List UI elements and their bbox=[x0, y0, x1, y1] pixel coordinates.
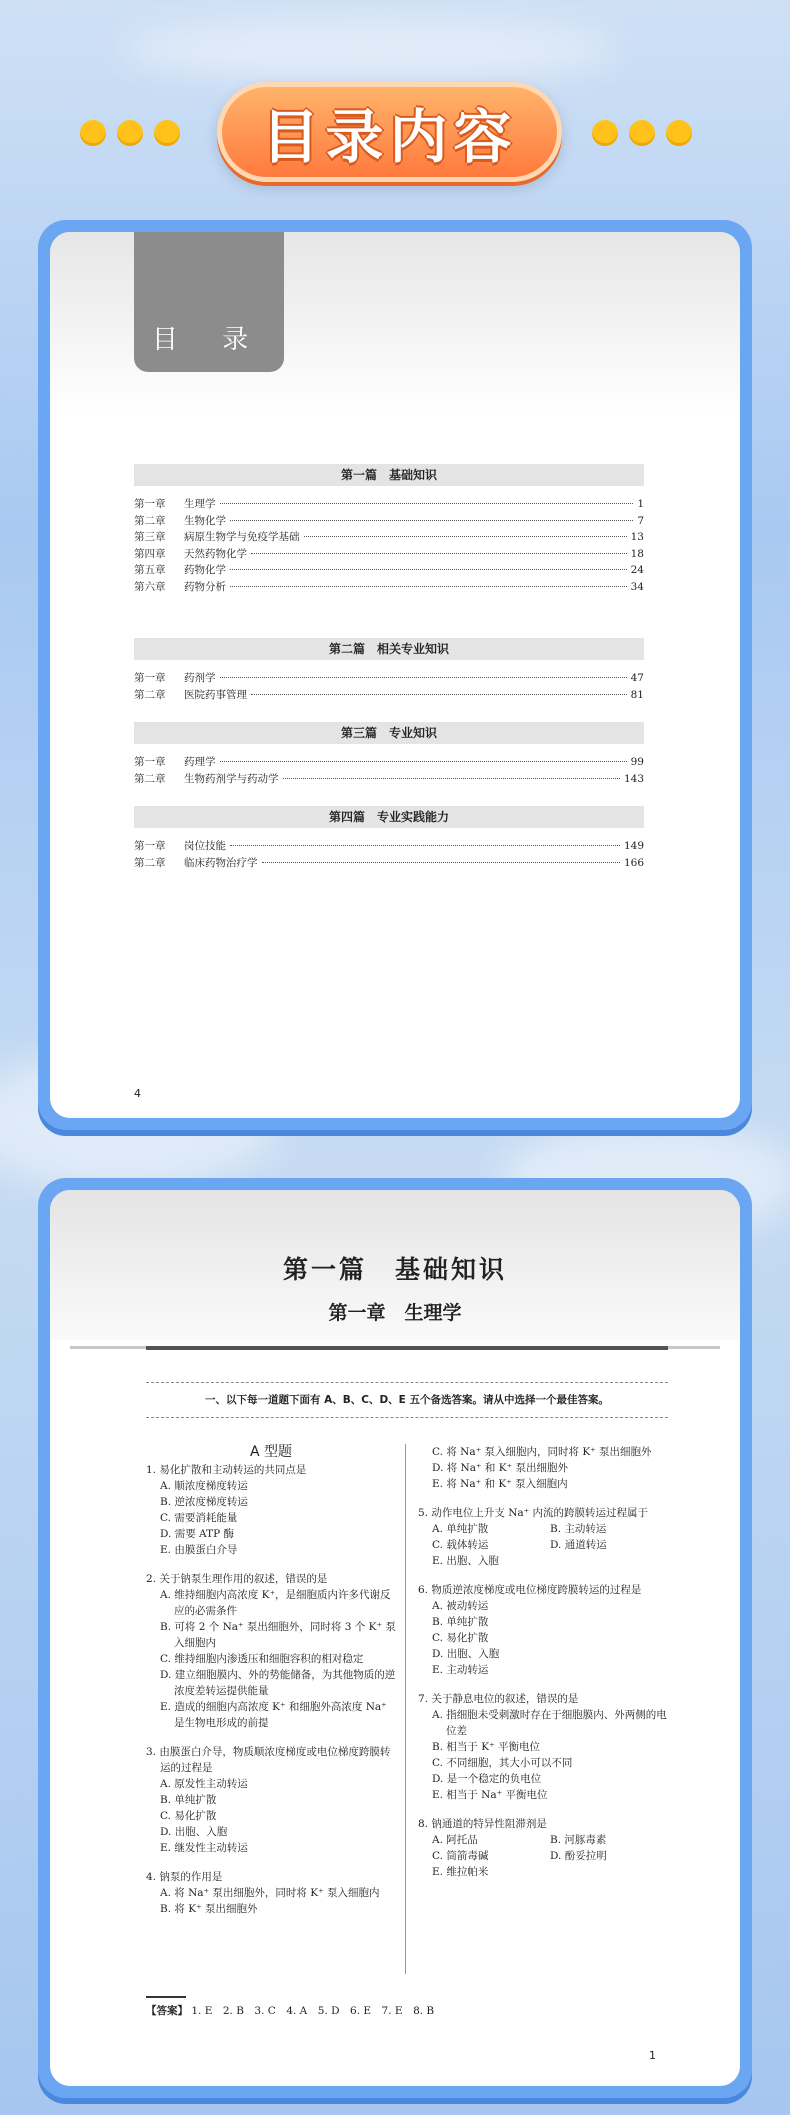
option: D. 需要 ATP 酶 bbox=[160, 1528, 234, 1540]
option: B. 单纯扩散 bbox=[432, 1616, 489, 1628]
option: C. 需要消耗能量 bbox=[160, 1512, 238, 1524]
chapter-number: 第四章 bbox=[134, 547, 166, 560]
option: E. 将 Na⁺ 和 K⁺ 泵入细胞内 bbox=[432, 1478, 568, 1490]
chapter-number: 第一章 bbox=[134, 672, 166, 684]
toc-section bbox=[134, 638, 644, 703]
option: E. 维拉帕米 bbox=[432, 1866, 489, 1878]
toc-section-title: 第二篇 相关专业知识 bbox=[134, 638, 644, 660]
page-number: 4 bbox=[134, 1087, 141, 1100]
chapter-page: 13 bbox=[630, 531, 644, 543]
option: E. 出胞、入胞 bbox=[432, 1555, 499, 1567]
toc-tab bbox=[134, 232, 284, 372]
divider bbox=[146, 1346, 668, 1350]
cloud-decoration bbox=[120, 20, 620, 80]
chapter-page: 7 bbox=[637, 514, 644, 527]
toc-entry[interactable] bbox=[134, 546, 644, 563]
option: D. 出胞、入胞 bbox=[160, 1826, 228, 1838]
question bbox=[146, 1571, 396, 1731]
chapter-page: 1 bbox=[637, 498, 644, 510]
question-stem: 7. 关于静息电位的叙述，错误的是 bbox=[418, 1693, 579, 1705]
option: E. 由膜蛋白介导 bbox=[160, 1544, 238, 1556]
chapter-name: 药剂学 bbox=[184, 672, 216, 684]
chapter-number: 第二章 bbox=[134, 856, 166, 869]
option: A. 维持细胞内高浓度 K⁺，是细胞质内许多代谢反应的必需条件 bbox=[160, 1589, 391, 1617]
option: B. 主动转运 bbox=[550, 1523, 607, 1535]
option: B. 将 K⁺ 泵出细胞外 bbox=[160, 1903, 258, 1915]
option: E. 相当于 Na⁺ 平衡电位 bbox=[432, 1789, 548, 1801]
toc-entry[interactable] bbox=[134, 670, 644, 687]
chapter-number: 第三章 bbox=[134, 531, 166, 543]
chapter-name: 病原生物学与免疫学基础 bbox=[184, 531, 300, 543]
option: C. 将 Na⁺ 泵入细胞内，同时将 K⁺ 泵出细胞外 bbox=[432, 1446, 652, 1458]
chapter-number: 第二章 bbox=[134, 688, 166, 701]
option: A. 顺浓度梯度转运 bbox=[160, 1480, 248, 1492]
toc-entry[interactable] bbox=[134, 579, 644, 596]
option: D. 通道转运 bbox=[550, 1539, 607, 1551]
question bbox=[418, 1505, 668, 1569]
toc-section-title: 第一篇 基础知识 bbox=[134, 464, 644, 486]
header-banner bbox=[0, 80, 790, 185]
toc-section bbox=[134, 806, 644, 871]
option: B. 单纯扩散 bbox=[160, 1794, 217, 1806]
option: A. 将 Na⁺ 泵出细胞外，同时将 K⁺ 泵入细胞内 bbox=[160, 1887, 380, 1899]
question-stem: 3. 由膜蛋白介导，物质顺浓度梯度或电位梯度跨膜转运的过程是 bbox=[146, 1746, 391, 1774]
chapter-number: 第二章 bbox=[134, 514, 166, 527]
option: E. 主动转运 bbox=[432, 1664, 489, 1676]
content-card bbox=[38, 1178, 752, 2098]
option: D. 是一个稳定的负电位 bbox=[432, 1773, 542, 1785]
chapter-name: 生物药剂学与药动学 bbox=[184, 772, 279, 785]
option: A. 指细胞未受刺激时存在于细胞膜内、外两侧的电位差 bbox=[432, 1709, 667, 1737]
question bbox=[146, 1462, 396, 1558]
page-number: 1 bbox=[649, 2049, 656, 2062]
chapter-name: 生物化学 bbox=[184, 514, 226, 527]
chapter-page: 34 bbox=[630, 580, 644, 593]
chapter-number: 第二章 bbox=[134, 772, 166, 785]
chapter-number: 第一章 bbox=[134, 756, 166, 768]
option-row bbox=[418, 1521, 668, 1537]
chapter-page: 47 bbox=[630, 672, 644, 684]
toc-entry[interactable] bbox=[134, 496, 644, 513]
instruction-text: 一、以下每一道题下面有 A、B、C、D、E 五个备选答案。请从中选择一个最佳答案。 bbox=[146, 1382, 668, 1418]
chapter-page: 99 bbox=[630, 756, 644, 768]
dot-decoration bbox=[592, 120, 618, 146]
option-row bbox=[418, 1537, 668, 1553]
leader-dots bbox=[230, 586, 627, 587]
banner-title: 目录内容 bbox=[261, 103, 518, 171]
option: D. 建立细胞膜内、外的势能储备，为其他物质的逆浓度差转运提供能量 bbox=[160, 1669, 396, 1697]
leader-dots bbox=[251, 694, 627, 695]
option: B. 可将 2 个 Na⁺ 泵出细胞外，同时将 3 个 K⁺ 泵入细胞内 bbox=[160, 1621, 396, 1649]
chapter-page: 24 bbox=[630, 564, 644, 576]
dot-decoration bbox=[80, 120, 106, 146]
leader-dots bbox=[230, 569, 627, 570]
answer-rule bbox=[146, 1996, 186, 1998]
toc-section-title: 第三篇 专业知识 bbox=[134, 722, 644, 744]
dot-decoration bbox=[154, 120, 180, 146]
left-column bbox=[146, 1444, 396, 1930]
option: B. 河豚毒素 bbox=[550, 1834, 607, 1846]
chapter-title: 第一章 生理学 bbox=[328, 1302, 462, 1324]
option: D. 将 Na⁺ 和 K⁺ 泵出细胞外 bbox=[432, 1462, 568, 1474]
option-row bbox=[418, 1848, 668, 1864]
question-stem: 5. 动作电位上升支 Na⁺ 内流的跨膜转运过程属于 bbox=[418, 1507, 649, 1519]
dot-decoration bbox=[629, 120, 655, 146]
option: A. 原发性主动转运 bbox=[160, 1778, 248, 1790]
toc-section bbox=[134, 722, 644, 787]
leader-dots bbox=[230, 845, 620, 846]
chapter-name: 岗位技能 bbox=[184, 840, 226, 852]
question bbox=[418, 1582, 668, 1678]
option: C. 易化扩散 bbox=[160, 1810, 217, 1822]
toc-entry[interactable] bbox=[134, 562, 644, 579]
option: A. 阿托品 bbox=[432, 1834, 478, 1846]
column-divider bbox=[405, 1444, 406, 1974]
chapter-name: 药理学 bbox=[184, 756, 216, 768]
option: E. 造成的细胞内高浓度 K⁺ 和细胞外高浓度 Na⁺ 是生物电形成的前提 bbox=[160, 1701, 387, 1729]
leader-dots bbox=[220, 677, 627, 678]
toc-entry[interactable] bbox=[134, 754, 644, 771]
option: C. 不同细胞，其大小可以不同 bbox=[432, 1757, 573, 1769]
question-stem: 1. 易化扩散和主动转运的共同点是 bbox=[146, 1464, 307, 1476]
toc-entry[interactable] bbox=[134, 855, 644, 872]
option: B. 逆浓度梯度转运 bbox=[160, 1496, 248, 1508]
question-stem: 6. 物质逆浓度梯度或电位梯度跨膜转运的过程是 bbox=[418, 1584, 642, 1596]
option: B. 相当于 K⁺ 平衡电位 bbox=[432, 1741, 540, 1753]
part-title: 第一篇 基础知识 bbox=[282, 1255, 507, 1284]
option-row bbox=[418, 1832, 668, 1848]
toc-tab-label: 目 录 bbox=[151, 325, 267, 355]
banner-title-pill bbox=[217, 82, 562, 182]
question bbox=[418, 1691, 668, 1803]
question-stem: 8. 钠通道的特异性阻滞剂是 bbox=[418, 1818, 547, 1830]
option: A. 单纯扩散 bbox=[432, 1523, 489, 1535]
leader-dots bbox=[304, 536, 627, 537]
chapter-number: 第六章 bbox=[134, 580, 166, 593]
toc-entry[interactable] bbox=[134, 687, 644, 704]
option: C. 维持细胞内渗透压和细胞容积的相对稳定 bbox=[160, 1653, 364, 1665]
chapter-number: 第五章 bbox=[134, 564, 166, 576]
chapter-page: 18 bbox=[630, 547, 644, 560]
toc-card bbox=[38, 220, 752, 1130]
content-page bbox=[50, 1190, 740, 2086]
chapter-number: 第一章 bbox=[134, 840, 166, 852]
toc-section bbox=[134, 464, 644, 595]
chapter-page: 166 bbox=[623, 856, 644, 869]
question-continued bbox=[418, 1444, 668, 1492]
chapter-name: 医院药事管理 bbox=[184, 688, 247, 701]
chapter-page: 81 bbox=[630, 688, 644, 701]
chapter-number: 第一章 bbox=[134, 498, 166, 510]
option: D. 酚妥拉明 bbox=[550, 1850, 607, 1862]
question-type-heading: A 型题 bbox=[249, 1444, 293, 1460]
question bbox=[146, 1744, 396, 1856]
question bbox=[146, 1869, 396, 1917]
question-stem: 2. 关于钠泵生理作用的叙述，错误的是 bbox=[146, 1573, 328, 1585]
chapter-name: 生理学 bbox=[184, 498, 216, 510]
right-column bbox=[418, 1444, 668, 1893]
leader-dots bbox=[262, 862, 620, 863]
chapter-name: 临床药物治疗学 bbox=[184, 856, 258, 869]
dot-decoration bbox=[117, 120, 143, 146]
leader-dots bbox=[251, 553, 627, 554]
option: D. 出胞、入胞 bbox=[432, 1648, 500, 1660]
answer-label: 【答案】 bbox=[146, 2005, 188, 2017]
leader-dots bbox=[230, 520, 633, 521]
toc-section-title: 第四篇 专业实践能力 bbox=[134, 806, 644, 828]
dot-decoration bbox=[666, 120, 692, 146]
leader-dots bbox=[220, 761, 627, 762]
toc-page bbox=[50, 232, 740, 1118]
option: A. 被动转运 bbox=[432, 1600, 489, 1612]
leader-dots bbox=[220, 503, 634, 504]
question-stem: 4. 钠泵的作用是 bbox=[146, 1871, 223, 1883]
toc-entry[interactable] bbox=[134, 513, 644, 530]
answer-values: 1. E 2. B 3. C 4. A 5. D 6. E 7. E 8. B bbox=[191, 2005, 435, 2017]
chapter-page: 149 bbox=[623, 840, 644, 852]
option: E. 继发性主动转运 bbox=[160, 1842, 248, 1854]
chapter-page: 143 bbox=[623, 772, 644, 785]
toc-entry[interactable] bbox=[134, 838, 644, 855]
option: C. 筒箭毒碱 bbox=[432, 1850, 489, 1862]
toc-entry[interactable] bbox=[134, 529, 644, 546]
answer-key bbox=[146, 2003, 434, 2018]
question bbox=[418, 1816, 668, 1880]
toc-entry[interactable] bbox=[134, 771, 644, 788]
chapter-name: 药物分析 bbox=[184, 580, 226, 593]
leader-dots bbox=[283, 778, 620, 779]
chapter-name: 天然药物化学 bbox=[184, 547, 247, 560]
chapter-name: 药物化学 bbox=[184, 564, 226, 576]
option: C. 易化扩散 bbox=[432, 1632, 489, 1644]
option: C. 载体转运 bbox=[432, 1539, 489, 1551]
